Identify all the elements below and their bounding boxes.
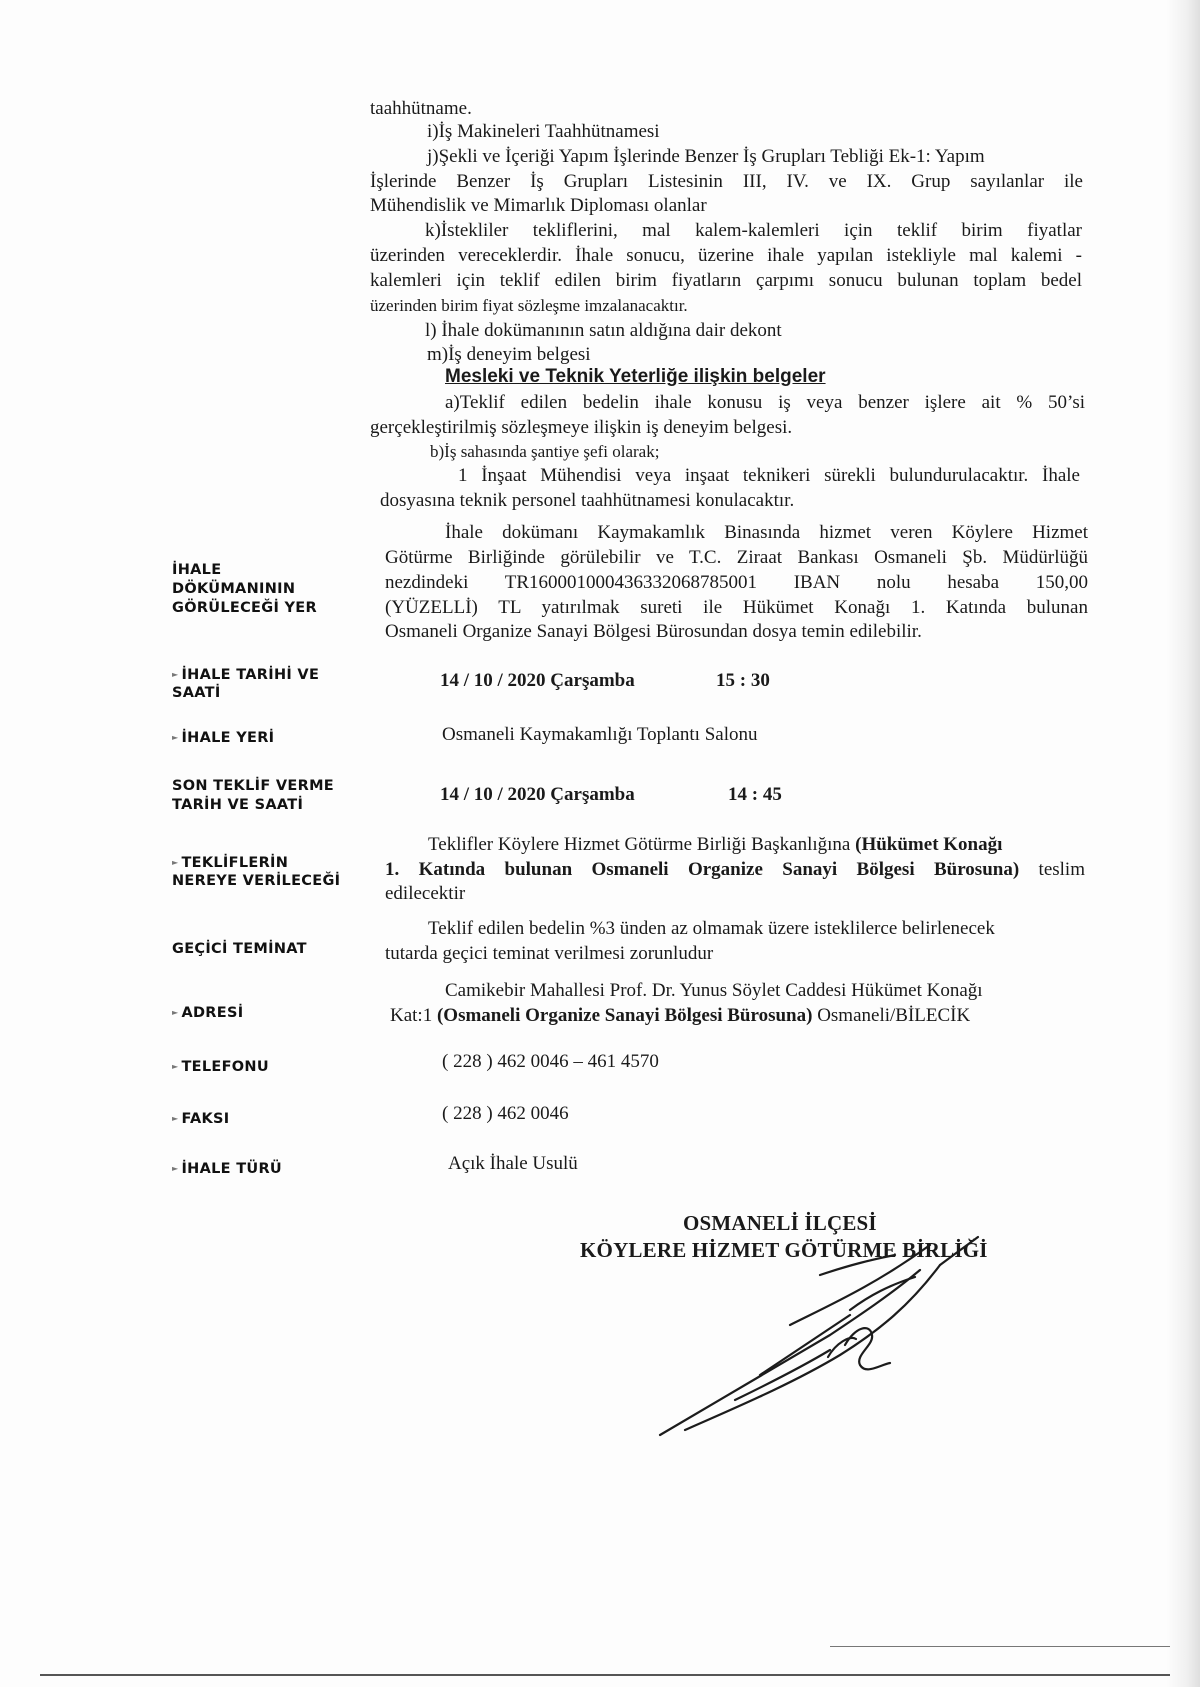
bullet-arrow-icon: ► <box>172 1062 179 1071</box>
section-heading-mesleki: Mesleki ve Teknik Yeterliğe ilişkin belgeler <box>445 366 826 387</box>
dokuman-text: nezdindeki TR160001000436332068785001 IBAN nolu hesaba 150,00 <box>385 572 1088 593</box>
item-l: l) İhale dokümanının satın aldığına dair dekont <box>425 320 782 341</box>
body-line: dosyasına teknik personel taahhütnamesi konulacaktır. <box>380 490 795 511</box>
teklifler-text: edilecektir <box>385 883 466 904</box>
body-line: gerçekleştirilmiş sözleşmeye ilişkin iş deneyim belgesi. <box>370 417 793 438</box>
bullet-arrow-icon: ► <box>172 1164 179 1173</box>
footer-rule <box>830 1646 1170 1647</box>
son-teklif-date: 14 / 10 / 2020 Çarşamba <box>440 784 635 805</box>
teminat-text: tutarda geçici teminat verilmesi zorunludur <box>385 943 714 964</box>
ihale-turu-value: Açık İhale Usulü <box>448 1153 578 1174</box>
item-i: i)İş Makineleri Taahhütnamesi <box>427 121 660 142</box>
body-line: Mühendislik ve Mimarlık Diploması olanlar <box>370 195 707 216</box>
label-dokuman-1: İHALE <box>172 562 222 578</box>
signature-title-1: OSMANELİ İLÇESİ <box>683 1211 877 1235</box>
page-bottom-rule <box>40 1674 1170 1676</box>
label-teklifler-2: NEREYE VERİLECEĞİ <box>172 873 341 889</box>
handwritten-signature <box>640 1215 1060 1515</box>
label-dokuman-3: GÖRÜLECEĞİ YER <box>172 600 317 616</box>
item-a: a)Teklif edilen bedelin ihale konusu iş veya benzer işlere ait % 50’si <box>445 392 1085 413</box>
bullet-arrow-icon: ► <box>172 670 179 679</box>
ihale-yeri-value: Osmaneli Kaymakamlığı Toplantı Salonu <box>442 724 758 745</box>
faks-value: ( 228 ) 462 0046 <box>442 1103 569 1124</box>
label-ihale-saati: SAATİ <box>172 685 221 701</box>
ihale-date: 14 / 10 / 2020 Çarşamba <box>440 670 635 691</box>
body-line: taahhütname. <box>370 98 472 119</box>
label-gecici-teminat: GEÇİCİ TEMİNAT <box>172 941 307 957</box>
body-line: kalemleri için teklif edilen birim fiyatların çarpımı sonucu bulunan toplam bedel <box>370 270 1082 291</box>
item-b: b)İş sahasında şantiye şefi olarak; <box>430 442 660 461</box>
body-line: 1 İnşaat Mühendisi veya inşaat teknikeri sürekli bulundurulacaktır. İhale <box>458 465 1080 486</box>
dokuman-text: Osmaneli Organize Sanayi Bölgesi Bürosundan dosya temin edilebilir. <box>385 621 922 642</box>
bullet-arrow-icon: ► <box>172 1114 179 1123</box>
item-j: j)Şekli ve İçeriği Yapım İşlerinde Benzer İş Grupları Tebliği Ek-1: Yapım <box>427 146 985 167</box>
label-ihale-yeri: ► İHALE YERİ <box>172 730 275 746</box>
dokuman-text: Götürme Birliğinde görülebilir ve T.C. Ziraat Bankası Osmaneli Şb. Müdürlüğü <box>385 547 1088 568</box>
body-line: İşlerinde Benzer İş Grupları Listesinin III, IV. ve IX. Grup sayılanlar ile <box>370 171 1083 192</box>
body-line: üzerinden vereceklerdir. İhale sonucu, üzerine ihale yapılan istekliyle mal kalemi - <box>370 245 1082 266</box>
body-line: üzerinden birim fiyat sözleşme imzalanacaktır. <box>370 296 688 315</box>
label-ihale-turu: ► İHALE TÜRÜ <box>172 1161 283 1177</box>
label-ihale-tarihi: ► İHALE TARİHİ VE <box>172 667 320 683</box>
label-teklifler-1: ► TEKLİFLERİN <box>172 855 289 871</box>
teklifler-text: 1. Katında bulunan Osmaneli Organize Sanayi Bölgesi Bürosuna) teslim <box>385 859 1085 880</box>
label-adres: ► ADRESİ <box>172 1005 244 1021</box>
bullet-arrow-icon: ► <box>172 858 179 867</box>
label-faks: ► FAKSI <box>172 1111 230 1127</box>
teminat-text: Teklif edilen bedelin %3 ünden az olmamak üzere isteklilerce belirlenecek <box>428 918 995 939</box>
son-teklif-time: 14 : 45 <box>728 784 782 805</box>
bullet-arrow-icon: ► <box>172 1008 179 1017</box>
dokuman-text: İhale dokümanı Kaymakamlık Binasında hizmet veren Köylere Hizmet <box>445 522 1088 543</box>
label-telefon: ► TELEFONU <box>172 1059 269 1075</box>
adres-text: Camikebir Mahallesi Prof. Dr. Yunus Söylet Caddesi Hükümet Konağı <box>445 980 983 1001</box>
dokuman-text: (YÜZELLİ) TL yatırılmak sureti ile Hükümet Konağı 1. Katında bulunan <box>385 597 1088 618</box>
telefon-value: ( 228 ) 462 0046 – 461 4570 <box>442 1051 659 1072</box>
item-m: m)İş deneyim belgesi <box>427 344 591 365</box>
label-son-teklif-1: SON TEKLİF VERME <box>172 778 334 794</box>
adres-text: Kat:1 (Osmaneli Organize Sanayi Bölgesi Bürosuna) Osmaneli/BİLECİK <box>390 1005 971 1026</box>
bullet-arrow-icon: ► <box>172 733 179 742</box>
label-dokuman-2: DÖKÜMANININ <box>172 581 296 597</box>
ihale-time: 15 : 30 <box>716 670 770 691</box>
label-son-teklif-2: TARİH VE SAATİ <box>172 797 304 813</box>
item-k: k)İstekliler tekliflerini, mal kalem-kalemleri için teklif birim fiyatlar <box>425 220 1082 241</box>
teklifler-text: Teklifler Köylere Hizmet Götürme Birliği Başkanlığına (Hükümet Konağı <box>428 834 1003 855</box>
signature-title-2: KÖYLERE HİZMET GÖTÜRME BİRLİĞİ <box>580 1238 988 1262</box>
scan-shadow-edge <box>1166 0 1200 1687</box>
